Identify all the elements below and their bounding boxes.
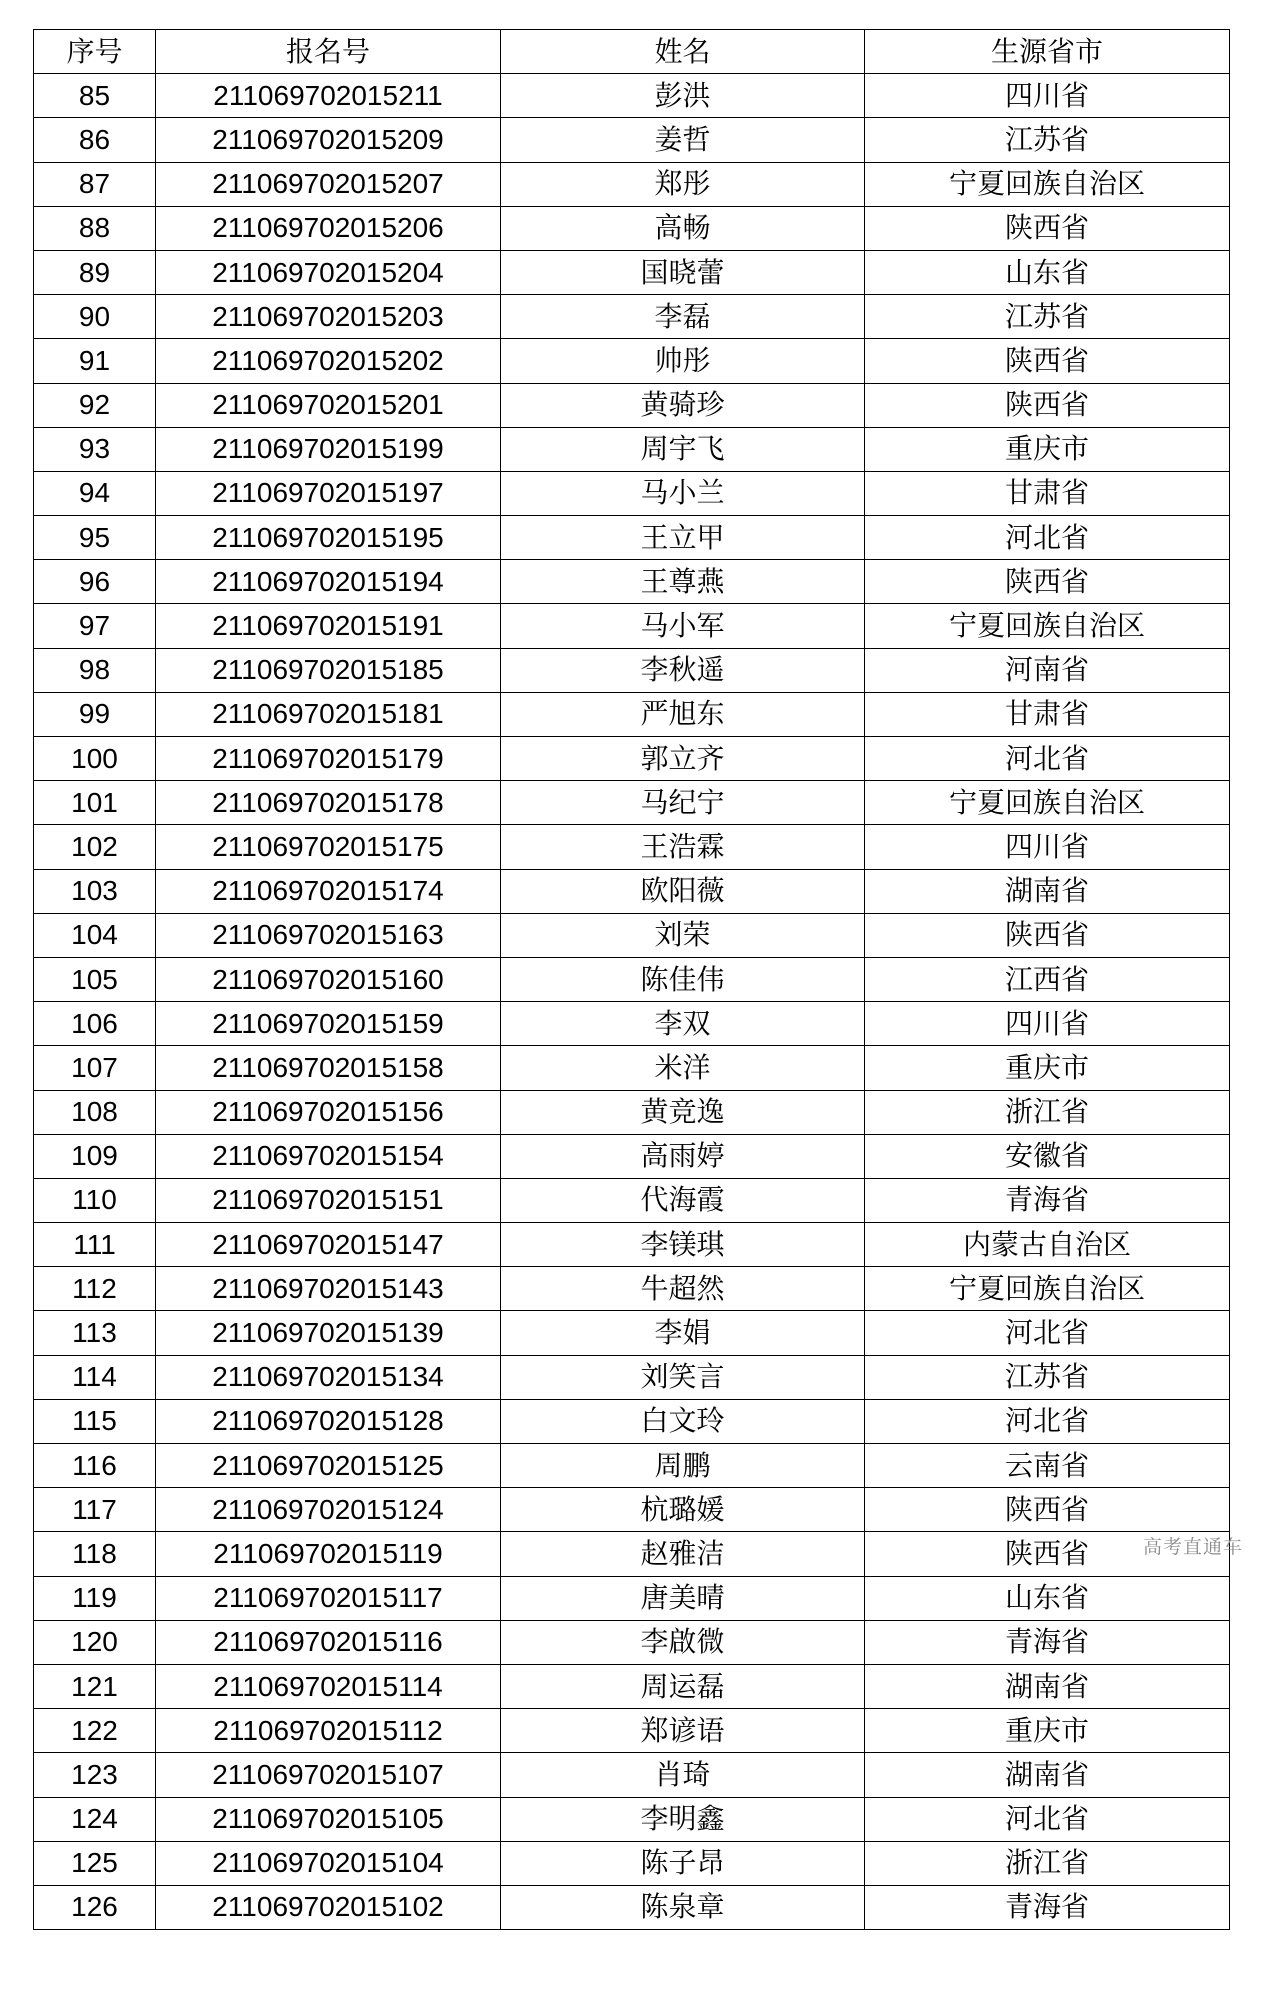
cell-registration-number: 211069702015139 xyxy=(156,1311,501,1355)
cell-origin-province: 四川省 xyxy=(865,825,1230,869)
cell-name: 王尊燕 xyxy=(501,560,865,604)
cell-origin-province: 陕西省 xyxy=(865,913,1230,957)
cell-index: 112 xyxy=(34,1267,156,1311)
cell-origin-province: 甘肃省 xyxy=(865,692,1230,736)
cell-registration-number: 211069702015119 xyxy=(156,1532,501,1576)
table-row xyxy=(34,1399,1230,1443)
table-row xyxy=(34,648,1230,692)
cell-index: 92 xyxy=(34,383,156,427)
admission-list-sheet xyxy=(33,29,1229,1930)
cell-name: 陈泉章 xyxy=(501,1885,865,1929)
table-row xyxy=(34,1223,1230,1267)
table-header-row xyxy=(34,30,1230,74)
cell-index: 90 xyxy=(34,295,156,339)
cell-registration-number: 211069702015147 xyxy=(156,1223,501,1267)
table-row xyxy=(34,1311,1230,1355)
table-row xyxy=(34,957,1230,1001)
cell-index: 123 xyxy=(34,1753,156,1797)
cell-index: 108 xyxy=(34,1090,156,1134)
cell-registration-number: 211069702015204 xyxy=(156,250,501,294)
cell-index: 103 xyxy=(34,869,156,913)
cell-name: 王立甲 xyxy=(501,516,865,560)
cell-name: 赵雅洁 xyxy=(501,1532,865,1576)
cell-registration-number: 211069702015175 xyxy=(156,825,501,869)
cell-origin-province: 内蒙古自治区 xyxy=(865,1223,1230,1267)
cell-origin-province: 宁夏回族自治区 xyxy=(865,604,1230,648)
cell-origin-province: 重庆市 xyxy=(865,1709,1230,1753)
cell-registration-number: 211069702015116 xyxy=(156,1620,501,1664)
table-row xyxy=(34,118,1230,162)
cell-origin-province: 陕西省 xyxy=(865,206,1230,250)
cell-registration-number: 211069702015107 xyxy=(156,1753,501,1797)
table-row xyxy=(34,1841,1230,1885)
cell-index: 100 xyxy=(34,737,156,781)
cell-registration-number: 211069702015114 xyxy=(156,1664,501,1708)
cell-name: 欧阳薇 xyxy=(501,869,865,913)
cell-origin-province: 重庆市 xyxy=(865,1046,1230,1090)
cell-origin-province: 青海省 xyxy=(865,1620,1230,1664)
cell-index: 118 xyxy=(34,1532,156,1576)
header-name: 姓名 xyxy=(501,30,865,74)
admission-table xyxy=(33,29,1230,1930)
cell-origin-province: 河北省 xyxy=(865,1399,1230,1443)
cell-name: 陈佳伟 xyxy=(501,957,865,1001)
cell-origin-province: 浙江省 xyxy=(865,1841,1230,1885)
cell-registration-number: 211069702015143 xyxy=(156,1267,501,1311)
table-row xyxy=(34,1797,1230,1841)
table-row xyxy=(34,1355,1230,1399)
cell-index: 95 xyxy=(34,516,156,560)
cell-index: 110 xyxy=(34,1178,156,1222)
cell-name: 周宇飞 xyxy=(501,427,865,471)
cell-index: 93 xyxy=(34,427,156,471)
table-row xyxy=(34,206,1230,250)
cell-name: 刘笑言 xyxy=(501,1355,865,1399)
table-row xyxy=(34,1134,1230,1178)
cell-index: 97 xyxy=(34,604,156,648)
table-row xyxy=(34,560,1230,604)
table-row xyxy=(34,1664,1230,1708)
cell-index: 102 xyxy=(34,825,156,869)
cell-origin-province: 河南省 xyxy=(865,648,1230,692)
cell-name: 马纪宁 xyxy=(501,781,865,825)
cell-origin-province: 山东省 xyxy=(865,1576,1230,1620)
cell-name: 肖琦 xyxy=(501,1753,865,1797)
cell-index: 126 xyxy=(34,1885,156,1929)
cell-name: 姜哲 xyxy=(501,118,865,162)
cell-origin-province: 陕西省 xyxy=(865,339,1230,383)
cell-origin-province: 青海省 xyxy=(865,1178,1230,1222)
header-registration-number: 报名号 xyxy=(156,30,501,74)
cell-origin-province: 陕西省 xyxy=(865,1488,1230,1532)
table-row xyxy=(34,913,1230,957)
cell-name: 杭璐媛 xyxy=(501,1488,865,1532)
cell-origin-province: 陕西省 xyxy=(865,560,1230,604)
table-row xyxy=(34,1090,1230,1134)
watermark: 高考直通车 xyxy=(1142,1536,1243,1558)
cell-origin-province: 湖南省 xyxy=(865,1664,1230,1708)
cell-registration-number: 211069702015202 xyxy=(156,339,501,383)
cell-origin-province: 陕西省 xyxy=(865,1532,1230,1576)
cell-name: 白文玲 xyxy=(501,1399,865,1443)
cell-origin-province: 山东省 xyxy=(865,250,1230,294)
cell-name: 郭立齐 xyxy=(501,737,865,781)
cell-index: 104 xyxy=(34,913,156,957)
table-row xyxy=(34,516,1230,560)
cell-origin-province: 河北省 xyxy=(865,1311,1230,1355)
table-row xyxy=(34,1267,1230,1311)
table-row xyxy=(34,295,1230,339)
cell-registration-number: 211069702015102 xyxy=(156,1885,501,1929)
cell-registration-number: 211069702015181 xyxy=(156,692,501,736)
table-row xyxy=(34,1885,1230,1929)
cell-name: 陈子昂 xyxy=(501,1841,865,1885)
cell-registration-number: 211069702015104 xyxy=(156,1841,501,1885)
cell-origin-province: 陕西省 xyxy=(865,383,1230,427)
cell-name: 王浩霖 xyxy=(501,825,865,869)
cell-registration-number: 211069702015134 xyxy=(156,1355,501,1399)
cell-index: 86 xyxy=(34,118,156,162)
cell-index: 87 xyxy=(34,162,156,206)
cell-registration-number: 211069702015117 xyxy=(156,1576,501,1620)
cell-origin-province: 河北省 xyxy=(865,516,1230,560)
cell-origin-province: 四川省 xyxy=(865,1002,1230,1046)
header-origin-province: 生源省市 xyxy=(865,30,1230,74)
header-index: 序号 xyxy=(34,30,156,74)
cell-name: 李娟 xyxy=(501,1311,865,1355)
cell-index: 114 xyxy=(34,1355,156,1399)
table-row xyxy=(34,427,1230,471)
cell-registration-number: 211069702015151 xyxy=(156,1178,501,1222)
cell-registration-number: 211069702015160 xyxy=(156,957,501,1001)
cell-name: 李镁琪 xyxy=(501,1223,865,1267)
cell-index: 120 xyxy=(34,1620,156,1664)
cell-index: 107 xyxy=(34,1046,156,1090)
table-row xyxy=(34,737,1230,781)
cell-index: 88 xyxy=(34,206,156,250)
cell-name: 黄竞逸 xyxy=(501,1090,865,1134)
table-row xyxy=(34,1576,1230,1620)
cell-name: 郑谚语 xyxy=(501,1709,865,1753)
cell-index: 98 xyxy=(34,648,156,692)
cell-origin-province: 宁夏回族自治区 xyxy=(865,162,1230,206)
cell-name: 周运磊 xyxy=(501,1664,865,1708)
cell-registration-number: 211069702015158 xyxy=(156,1046,501,1090)
cell-registration-number: 211069702015211 xyxy=(156,74,501,118)
table-row xyxy=(34,604,1230,648)
table-row xyxy=(34,1046,1230,1090)
cell-registration-number: 211069702015159 xyxy=(156,1002,501,1046)
cell-index: 124 xyxy=(34,1797,156,1841)
cell-name: 国晓蕾 xyxy=(501,250,865,294)
cell-registration-number: 211069702015128 xyxy=(156,1399,501,1443)
cell-index: 105 xyxy=(34,957,156,1001)
cell-index: 91 xyxy=(34,339,156,383)
cell-name: 马小兰 xyxy=(501,471,865,515)
cell-registration-number: 211069702015209 xyxy=(156,118,501,162)
cell-index: 113 xyxy=(34,1311,156,1355)
cell-registration-number: 211069702015197 xyxy=(156,471,501,515)
table-row xyxy=(34,1002,1230,1046)
cell-name: 马小军 xyxy=(501,604,865,648)
cell-registration-number: 211069702015174 xyxy=(156,869,501,913)
table-row xyxy=(34,1178,1230,1222)
cell-index: 89 xyxy=(34,250,156,294)
cell-index: 115 xyxy=(34,1399,156,1443)
table-row xyxy=(34,383,1230,427)
cell-registration-number: 211069702015203 xyxy=(156,295,501,339)
table-row xyxy=(34,471,1230,515)
cell-registration-number: 211069702015201 xyxy=(156,383,501,427)
cell-index: 101 xyxy=(34,781,156,825)
cell-registration-number: 211069702015191 xyxy=(156,604,501,648)
cell-name: 周鹏 xyxy=(501,1444,865,1488)
cell-name: 李双 xyxy=(501,1002,865,1046)
table-row xyxy=(34,1753,1230,1797)
cell-index: 99 xyxy=(34,692,156,736)
cell-origin-province: 宁夏回族自治区 xyxy=(865,781,1230,825)
cell-name: 唐美晴 xyxy=(501,1576,865,1620)
cell-registration-number: 211069702015185 xyxy=(156,648,501,692)
cell-name: 高雨婷 xyxy=(501,1134,865,1178)
cell-registration-number: 211069702015206 xyxy=(156,206,501,250)
table-row xyxy=(34,1532,1230,1576)
table-body xyxy=(34,74,1230,1930)
table-row xyxy=(34,1709,1230,1753)
cell-name: 李明鑫 xyxy=(501,1797,865,1841)
cell-registration-number: 211069702015179 xyxy=(156,737,501,781)
cell-name: 李啟微 xyxy=(501,1620,865,1664)
cell-origin-province: 江苏省 xyxy=(865,295,1230,339)
cell-name: 郑彤 xyxy=(501,162,865,206)
cell-index: 122 xyxy=(34,1709,156,1753)
cell-origin-province: 江西省 xyxy=(865,957,1230,1001)
cell-registration-number: 211069702015178 xyxy=(156,781,501,825)
cell-origin-province: 四川省 xyxy=(865,74,1230,118)
cell-registration-number: 211069702015194 xyxy=(156,560,501,604)
cell-origin-province: 江苏省 xyxy=(865,1355,1230,1399)
table-row xyxy=(34,1620,1230,1664)
cell-origin-province: 江苏省 xyxy=(865,118,1230,162)
cell-index: 116 xyxy=(34,1444,156,1488)
cell-name: 帅彤 xyxy=(501,339,865,383)
cell-index: 125 xyxy=(34,1841,156,1885)
table-row xyxy=(34,692,1230,736)
cell-index: 117 xyxy=(34,1488,156,1532)
cell-registration-number: 211069702015105 xyxy=(156,1797,501,1841)
cell-origin-province: 云南省 xyxy=(865,1444,1230,1488)
cell-registration-number: 211069702015124 xyxy=(156,1488,501,1532)
cell-registration-number: 211069702015112 xyxy=(156,1709,501,1753)
cell-registration-number: 211069702015199 xyxy=(156,427,501,471)
cell-registration-number: 211069702015195 xyxy=(156,516,501,560)
table-row xyxy=(34,250,1230,294)
table-row xyxy=(34,869,1230,913)
table-row xyxy=(34,1488,1230,1532)
cell-origin-province: 湖南省 xyxy=(865,1753,1230,1797)
cell-index: 121 xyxy=(34,1664,156,1708)
cell-registration-number: 211069702015125 xyxy=(156,1444,501,1488)
cell-index: 106 xyxy=(34,1002,156,1046)
table-row xyxy=(34,1444,1230,1488)
cell-index: 109 xyxy=(34,1134,156,1178)
cell-origin-province: 重庆市 xyxy=(865,427,1230,471)
cell-name: 李磊 xyxy=(501,295,865,339)
table-row xyxy=(34,74,1230,118)
cell-origin-province: 宁夏回族自治区 xyxy=(865,1267,1230,1311)
cell-origin-province: 河北省 xyxy=(865,737,1230,781)
table-row xyxy=(34,339,1230,383)
cell-registration-number: 211069702015154 xyxy=(156,1134,501,1178)
cell-name: 彭洪 xyxy=(501,74,865,118)
cell-registration-number: 211069702015156 xyxy=(156,1090,501,1134)
cell-origin-province: 浙江省 xyxy=(865,1090,1230,1134)
cell-index: 96 xyxy=(34,560,156,604)
cell-name: 代海霞 xyxy=(501,1178,865,1222)
cell-name: 严旭东 xyxy=(501,692,865,736)
cell-origin-province: 安徽省 xyxy=(865,1134,1230,1178)
table-row xyxy=(34,781,1230,825)
cell-name: 刘荣 xyxy=(501,913,865,957)
cell-index: 119 xyxy=(34,1576,156,1620)
cell-index: 85 xyxy=(34,74,156,118)
table-row xyxy=(34,162,1230,206)
cell-registration-number: 211069702015207 xyxy=(156,162,501,206)
cell-name: 高畅 xyxy=(501,206,865,250)
cell-origin-province: 甘肃省 xyxy=(865,471,1230,515)
cell-index: 111 xyxy=(34,1223,156,1267)
cell-name: 李秋遥 xyxy=(501,648,865,692)
cell-origin-province: 青海省 xyxy=(865,1885,1230,1929)
cell-origin-province: 河北省 xyxy=(865,1797,1230,1841)
cell-name: 牛超然 xyxy=(501,1267,865,1311)
table-row xyxy=(34,825,1230,869)
cell-registration-number: 211069702015163 xyxy=(156,913,501,957)
cell-name: 黄骑珍 xyxy=(501,383,865,427)
cell-index: 94 xyxy=(34,471,156,515)
cell-origin-province: 湖南省 xyxy=(865,869,1230,913)
cell-name: 米洋 xyxy=(501,1046,865,1090)
